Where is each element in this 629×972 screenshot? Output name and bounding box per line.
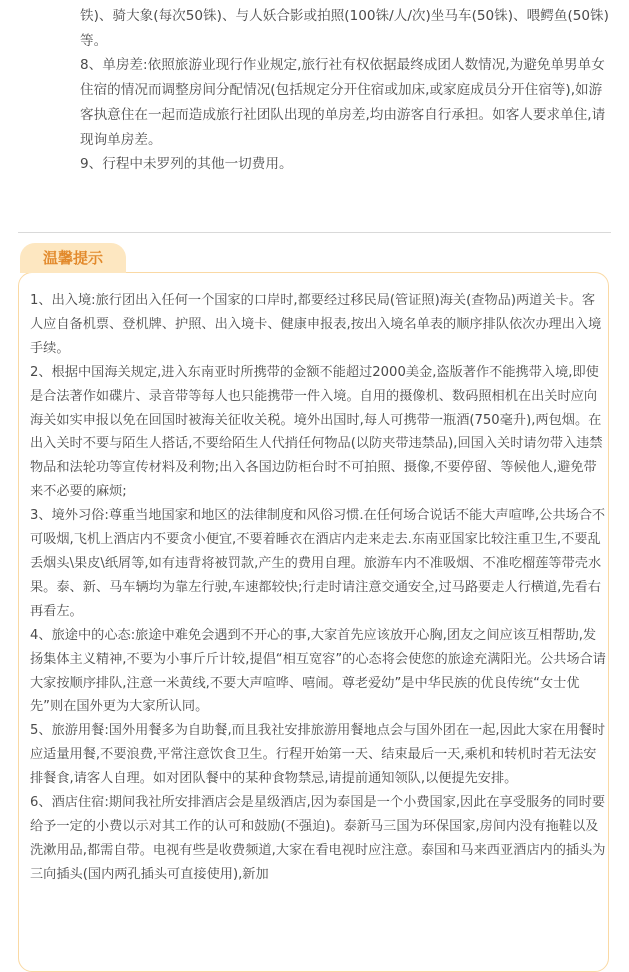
cost-exclusions-text xyxy=(80,4,612,177)
notice-paragraph: 1、出入境:旅行团出入任何一个国家的口岸时,都要经过移民局(管证照)海关(查物品)两道关卡。客人应自备机票、登机牌、护照、出入境卡、健康申报表,按出入境名单表的顺序排队依次办理出入境手续。 xyxy=(30,293,602,356)
notice-paragraph: 4、旅途中的心态:旅途中难免会遇到不开心的事,大家首先应该放开心胸,团友之间应该互相帮助,发扬集体主义精神,不要为小事斤斤计较,提倡“相互宽容”的心态将会使您的旅途充满阳光。公共场合请大家按顺序排队,注意一米黄线,不要大声喧哗、嘻闹。尊老爱幼”是中华民族的优良传统“女士优先”则在国外更为大家所认同。 xyxy=(30,627,606,715)
notice-title: 温馨提示 xyxy=(20,243,126,273)
notice-content xyxy=(30,289,606,887)
exclusion-item: 9、行程中未罗列的其他一切费用。 xyxy=(80,156,293,173)
cost-exclusions-section xyxy=(0,0,629,232)
exclusion-item: 铁)、骑大象(每次50铢)、与人妖合影或拍照(100铢/人/次)坐马车(50铢)、喂鳄鱼(50铢)等。 xyxy=(80,8,609,49)
notice-paragraph: 6、酒店住宿:期间我社所安排酒店会是星级酒店,因为泰国是一个小费国家,因此在享受服务的同时要给予一定的小费以示对其工作的认可和鼓励(不强迫)。泰新马三国为环保国家,房间内没有拖鞋以及洗漱用品,都需自带。电视有些是收费频道,大家在看电视时应注意。泰国和马来西亚酒店内的插头为三向插头(国内两孔插头可直接使用),新加 xyxy=(30,795,606,882)
section-divider xyxy=(18,232,611,233)
notice-paragraph: 3、境外习俗:尊重当地国家和地区的法律制度和风俗习惯.在任何场合说话不能大声喧哗,公共场合不可吸烟,飞机上酒店内不要贪小便宜,不要着睡衣在酒店内走来走去.东南亚国家比较注重卫生,不要乱丢烟头\果皮\纸屑等,如有违背将被罚款,产生的费用自理。旅游车内不准吸烟、不准吃榴莲等带壳水果。泰、新、马车辆均为靠左行驶,车速都较快;行走时请注意交通安全,过马路要走人行横道,先看右再看左。 xyxy=(30,508,606,619)
notice-paragraph: 5、旅游用餐:国外用餐多为自助餐,而且我社安排旅游用餐地点会与国外团在一起,因此大家在用餐时应适量用餐,不要浪费,平常注意饮食卫生。行程开始第一天、结束最后一天,乘机和转机时若无法安排餐食,请客人自理。如对团队餐中的某种食物禁忌,请提前通知领队,以便提先安排。 xyxy=(30,723,606,787)
notice-paragraph: 2、根据中国海关规定,进入东南亚时所携带的金额不能超过2000美金,盗版著作不能携带入境,即使是合法著作如碟片、录音带等每人也只能携带一件入境。自用的摄像机、数码照相机在出关时应向海关如实申报以免在回国时被海关征收关税。境外出国时,每人可携带一瓶酒(750毫升),两包烟。在出入关时不要与陌生人搭话,不要给陌生人代捎任何物品(以防夹带违禁品),回国入关时请勿带入违禁物品和法轮功等宣传材料及利物;出入各国边防柜台时不可拍照、摄像,不要停留、等候他人,避免带来不必要的麻烦; xyxy=(30,364,603,500)
exclusion-item: 8、单房差:依照旅游业现行作业规定,旅行社有权依据最终成团人数情况,为避免单男单女住宿的情况而调整房间分配情况(包括规定分开住宿或加床,或家庭成员分开住宿等),如游客执意住在一起而造成旅行社团队出现的单房差,均由游客自行承担。如客人要求单住,请现询单房差。 xyxy=(80,57,606,148)
